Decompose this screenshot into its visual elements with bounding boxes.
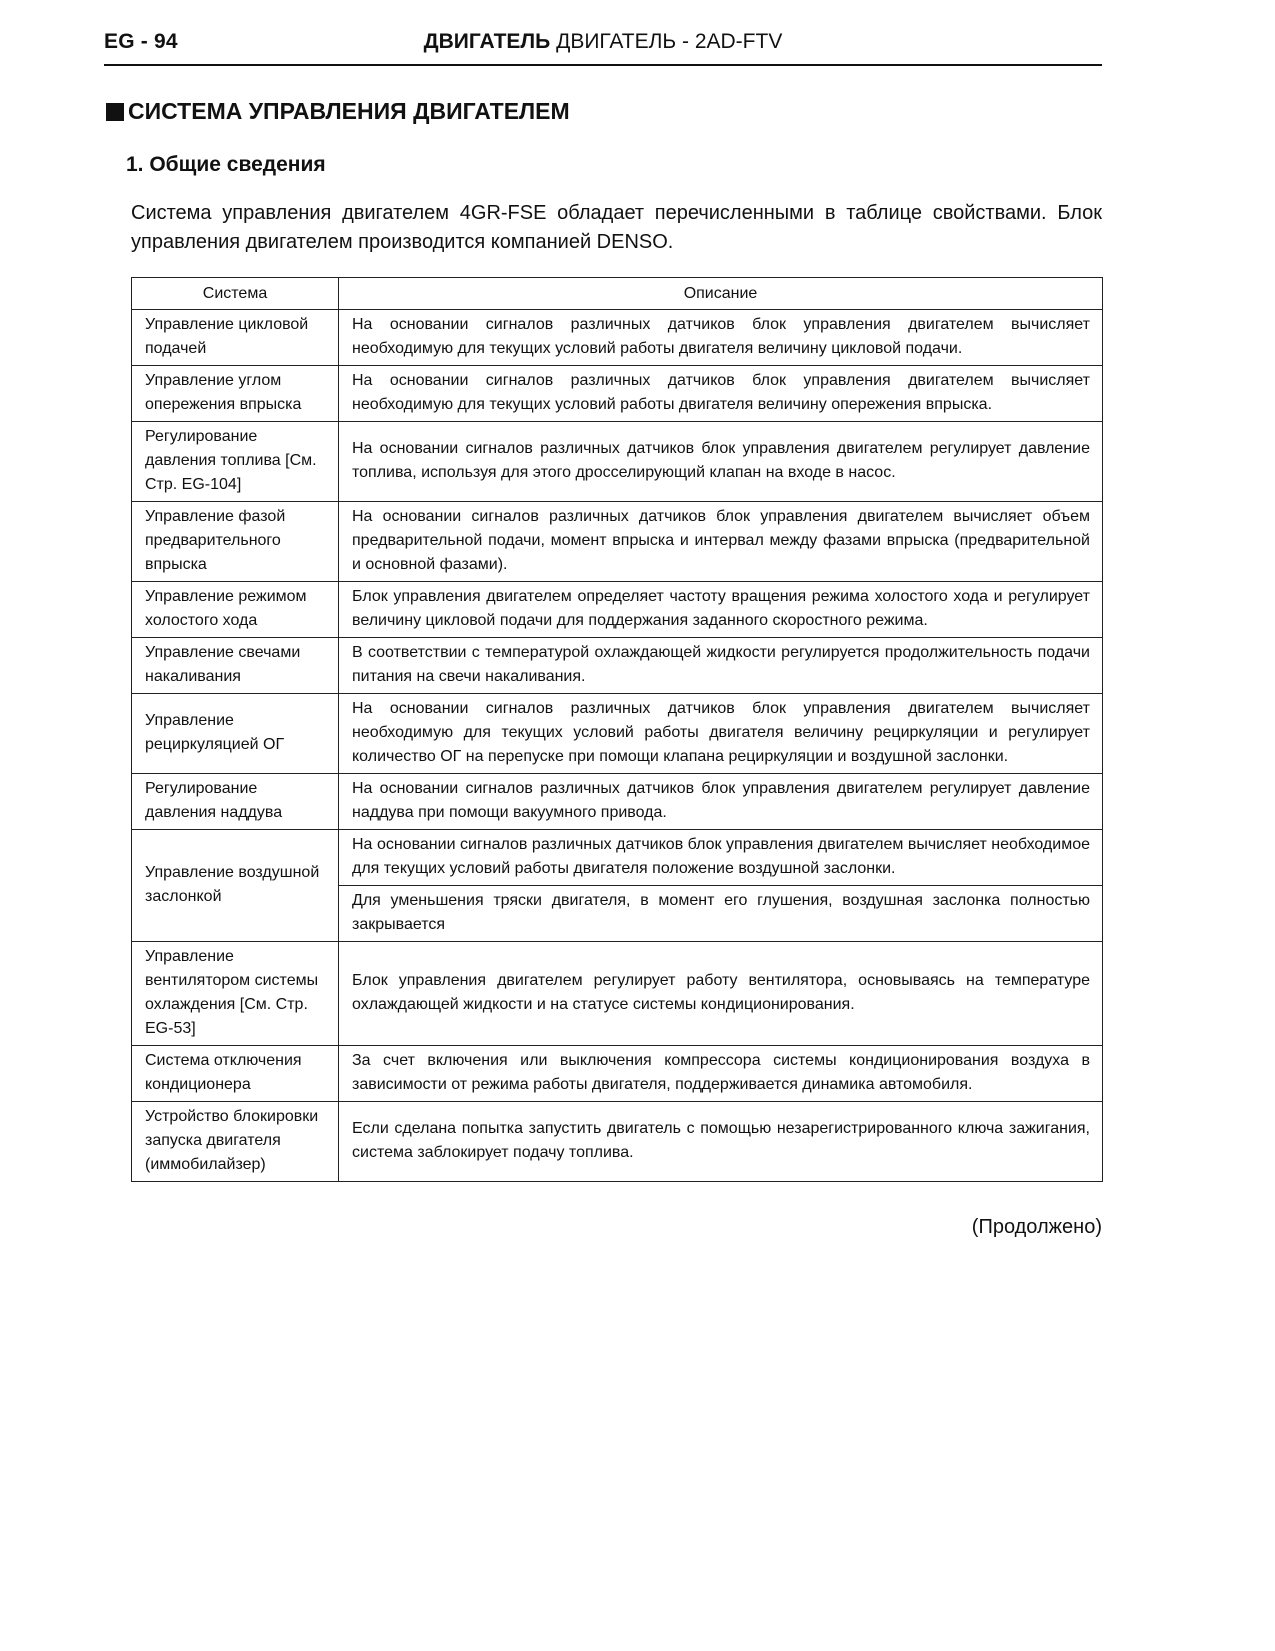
- table-row: [132, 582, 1103, 638]
- system-cell: Устройство блокировки запуска двигателя (иммобилайзер): [132, 1102, 339, 1182]
- table-row: [132, 502, 1103, 582]
- description-cell: В соответствии с температурой охлаждающей жидкости регулируется продолжительность подачи питания на свечи накаливания.: [339, 638, 1103, 694]
- description-cell: Блок управления двигателем определяет частоту вращения режима холостого хода и регулирует величину цикловой подачи для поддержания заданного скоростного режима.: [339, 582, 1103, 638]
- subsection-heading: 1. Общие сведения: [126, 153, 326, 176]
- header-title: [104, 30, 1102, 54]
- table-row: [132, 942, 1103, 1046]
- table-row: [132, 366, 1103, 422]
- system-cell: Управление рециркуляцией ОГ: [132, 694, 339, 774]
- description-cell: За счет включения или выключения компрессора системы кондиционирования воздуха в зависимости от режима работы двигателя, поддерживается динамика автомобиля.: [339, 1046, 1103, 1102]
- table-row: [132, 638, 1103, 694]
- table-header-row: [132, 278, 1103, 310]
- table-row: [132, 830, 1103, 886]
- description-cell: Если сделана попытка запустить двигатель с помощью незарегистрированного ключа зажигания, система заблокирует подачу топлива.: [339, 1102, 1103, 1182]
- section-heading: [106, 98, 570, 125]
- description-cell: На основании сигналов различных датчиков блок управления двигателем вычисляет необходимое для текущих условий работы двигателя положение воздушной заслонки.: [339, 830, 1103, 886]
- system-cell: Управление углом опережения впрыска: [132, 366, 339, 422]
- system-cell: Управление режимом холостого хода: [132, 582, 339, 638]
- column-header-description: Описание: [339, 278, 1103, 310]
- description-cell: Блок управления двигателем регулирует работу вентилятора, основываясь на температуре охлаждающей жидкости и на статусе системы кондиционирования.: [339, 942, 1103, 1046]
- system-cell: Управление воздушной заслонкой: [132, 830, 339, 942]
- table-row: [132, 1046, 1103, 1102]
- system-cell: Управление свечами накаливания: [132, 638, 339, 694]
- table-row: [132, 310, 1103, 366]
- system-cell: Управление цикловой подачей: [132, 310, 339, 366]
- description-cell: На основании сигналов различных датчиков блок управления двигателем вычисляет объем предварительной подачи, момент впрыска и интервал между фазами впрыска (предварительной и основной фазами).: [339, 502, 1103, 582]
- description-cell: На основании сигналов различных датчиков блок управления двигателем вычисляет необходимую для текущих условий работы двигателя величину рециркуляции и регулирует количество ОГ на перепуске при помощи клапана рециркуляции и воздушной заслонки.: [339, 694, 1103, 774]
- system-cell: Управление вентилятором системы охлаждения [См. Стр. EG-53]: [132, 942, 339, 1046]
- system-cell: Управление фазой предварительного впрыска: [132, 502, 339, 582]
- continued-note: (Продолжено): [971, 1216, 1102, 1238]
- description-cell: Для уменьшения тряски двигателя, в момент его глушения, воздушная заслонка полностью закрывается: [339, 886, 1103, 942]
- engine-control-table: [131, 277, 1103, 1182]
- header-title-rest: ДВИГАТЕЛЬ - 2AD-FTV: [550, 30, 783, 53]
- description-cell: На основании сигналов различных датчиков блок управления двигателем вычисляет необходимую для текущих условий работы двигателя величину цикловой подачи.: [339, 310, 1103, 366]
- section-heading-text: СИСТЕМА УПРАВЛЕНИЯ ДВИГАТЕЛЕМ: [128, 98, 570, 124]
- table-row: [132, 774, 1103, 830]
- square-bullet-icon: [106, 103, 124, 121]
- intro-paragraph: Система управления двигателем 4GR-FSE обладает перечисленными в таблице свойствами. Блок управления двигателем производится компанией DENSO.: [131, 202, 1102, 253]
- system-cell: Система отключения кондиционера: [132, 1046, 339, 1102]
- header-title-bold: ДВИГАТЕЛЬ: [423, 30, 551, 53]
- page-header: [104, 26, 1102, 66]
- table-row: [132, 422, 1103, 502]
- description-cell: На основании сигналов различных датчиков блок управления двигателем регулирует давление наддува при помощи вакуумного привода.: [339, 774, 1103, 830]
- column-header-system: Система: [132, 278, 339, 310]
- table-row: [132, 1102, 1103, 1182]
- description-cell: На основании сигналов различных датчиков блок управления двигателем вычисляет необходимую для текущих условий работы двигателя величину опережения впрыска.: [339, 366, 1103, 422]
- system-cell: Регулирование давления топлива [См. Стр. EG-104]: [132, 422, 339, 502]
- description-cell: На основании сигналов различных датчиков блок управления двигателем регулирует давление топлива, используя для этого дросселирующий клапан на входе в насос.: [339, 422, 1103, 502]
- page-number: EG - 94: [104, 30, 178, 53]
- table-row: [132, 694, 1103, 774]
- system-cell: Регулирование давления наддува: [132, 774, 339, 830]
